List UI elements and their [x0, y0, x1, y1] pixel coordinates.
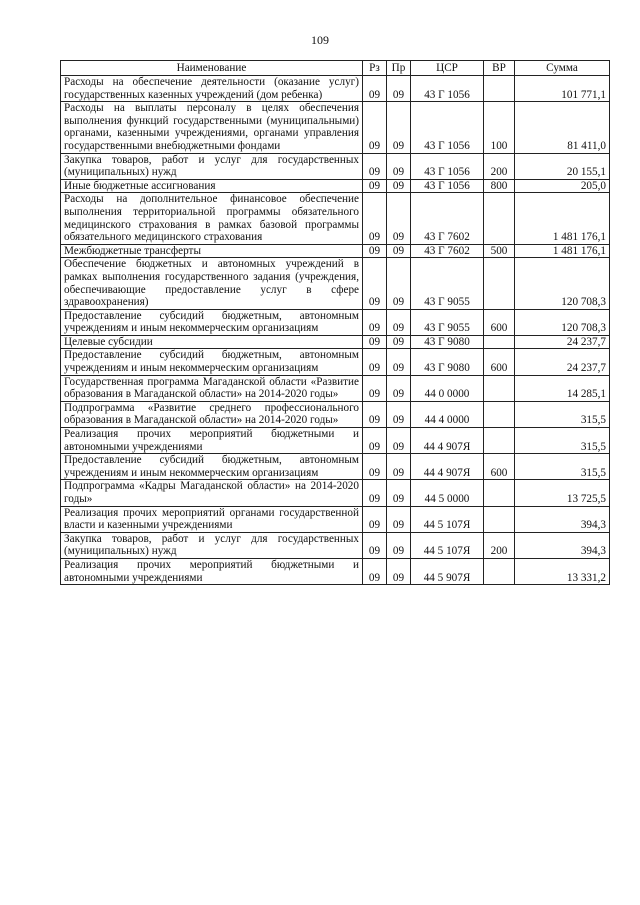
row-csr-cell: 44 5 907Я: [411, 558, 484, 584]
row-name-cell: Реализация прочих мероприятий бюджетными и автономными учреждениями: [61, 428, 363, 454]
row-sum-cell: 101 771,1: [515, 76, 610, 102]
row-vr-cell: 600: [484, 309, 515, 335]
row-csr-cell: 43 Г 1056: [411, 153, 484, 179]
row-vr-cell: 600: [484, 454, 515, 480]
row-csr-cell: 44 5 107Я: [411, 532, 484, 558]
row-rz-cell: 09: [363, 153, 387, 179]
row-vr-cell: [484, 76, 515, 102]
table-row: [61, 375, 610, 401]
row-sum-cell: 1 481 176,1: [515, 193, 610, 244]
row-sum-cell: 24 237,7: [515, 335, 610, 349]
table-row: [61, 506, 610, 532]
row-csr-cell: 44 4 907Я: [411, 454, 484, 480]
row-sum-cell: 13 725,5: [515, 480, 610, 506]
table-header-row: [61, 61, 610, 76]
row-name-cell: Закупка товаров, работ и услуг для государственных (муниципальных) нужд: [61, 153, 363, 179]
row-rz-cell: 09: [363, 401, 387, 427]
table-row: [61, 258, 610, 309]
row-rz-cell: 09: [363, 76, 387, 102]
row-sum-cell: 315,5: [515, 454, 610, 480]
row-csr-cell: 43 Г 1056: [411, 179, 484, 193]
row-csr-cell: 43 Г 9055: [411, 309, 484, 335]
row-rz-cell: 09: [363, 532, 387, 558]
row-vr-cell: 600: [484, 349, 515, 375]
table-row: [61, 193, 610, 244]
row-vr-cell: 200: [484, 532, 515, 558]
row-csr-cell: 44 5 0000: [411, 480, 484, 506]
row-pr-cell: 09: [387, 76, 411, 102]
column-header-csr: ЦСР: [411, 61, 484, 76]
row-vr-cell: [484, 428, 515, 454]
row-csr-cell: 44 4 907Я: [411, 428, 484, 454]
row-vr-cell: [484, 193, 515, 244]
row-pr-cell: 09: [387, 349, 411, 375]
row-vr-cell: 800: [484, 179, 515, 193]
row-name-cell: Подпрограмма «Развитие среднего профессионального образования в Магаданской области» на 2014-2020 годы»: [61, 401, 363, 427]
row-pr-cell: 09: [387, 375, 411, 401]
row-name-cell: Иные бюджетные ассигнования: [61, 179, 363, 193]
row-sum-cell: 1 481 176,1: [515, 244, 610, 258]
table-row: [61, 428, 610, 454]
row-name-cell: Реализация прочих мероприятий бюджетными и автономными учреждениями: [61, 558, 363, 584]
row-rz-cell: 09: [363, 258, 387, 309]
column-header-pr: Пр: [387, 61, 411, 76]
row-sum-cell: 24 237,7: [515, 349, 610, 375]
row-vr-cell: [484, 480, 515, 506]
row-name-cell: Реализация прочих мероприятий органами государственной власти и казенными учреждениями: [61, 506, 363, 532]
row-csr-cell: 43 Г 1056: [411, 76, 484, 102]
row-sum-cell: 394,3: [515, 532, 610, 558]
row-sum-cell: 394,3: [515, 506, 610, 532]
row-pr-cell: 09: [387, 193, 411, 244]
row-vr-cell: [484, 335, 515, 349]
table-row: [61, 558, 610, 584]
row-sum-cell: 315,5: [515, 401, 610, 427]
row-name-cell: Предоставление субсидий бюджетным, автономным учреждениям и иным некоммерческим организациям: [61, 349, 363, 375]
row-vr-cell: 100: [484, 102, 515, 153]
table-row: [61, 76, 610, 102]
table-row: [61, 480, 610, 506]
row-rz-cell: 09: [363, 335, 387, 349]
row-name-cell: Предоставление субсидий бюджетным, автономным учреждениям и иным некоммерческим организациям: [61, 454, 363, 480]
page-number: 109: [311, 33, 329, 47]
row-name-cell: Расходы на обеспечение деятельности (оказание услуг) государственных казенных учреждений (дом ребенка): [61, 76, 363, 102]
row-vr-cell: [484, 258, 515, 309]
row-pr-cell: 09: [387, 179, 411, 193]
row-pr-cell: 09: [387, 532, 411, 558]
row-pr-cell: 09: [387, 428, 411, 454]
row-name-cell: Целевые субсидии: [61, 335, 363, 349]
row-csr-cell: 43 Г 9080: [411, 349, 484, 375]
table-row: [61, 244, 610, 258]
table-row: [61, 309, 610, 335]
row-pr-cell: 09: [387, 335, 411, 349]
row-sum-cell: 20 155,1: [515, 153, 610, 179]
row-csr-cell: 43 Г 7602: [411, 193, 484, 244]
row-sum-cell: 120 708,3: [515, 258, 610, 309]
table-row: [61, 349, 610, 375]
row-rz-cell: 09: [363, 454, 387, 480]
row-name-cell: Предоставление субсидий бюджетным, автономным учреждениям и иным некоммерческим организациям: [61, 309, 363, 335]
row-name-cell: Расходы на дополнительное финансовое обеспечение выполнения территориальной программы обязательного медицинского страхования в рамках базовой программы обязательного медицинского страхования: [61, 193, 363, 244]
row-pr-cell: 09: [387, 153, 411, 179]
row-csr-cell: 44 4 0000: [411, 401, 484, 427]
table-row: [61, 179, 610, 193]
row-rz-cell: 09: [363, 480, 387, 506]
column-header-sum: Сумма: [515, 61, 610, 76]
row-csr-cell: 43 Г 9080: [411, 335, 484, 349]
row-vr-cell: 500: [484, 244, 515, 258]
table-row: [61, 335, 610, 349]
row-csr-cell: 43 Г 9055: [411, 258, 484, 309]
row-rz-cell: 09: [363, 558, 387, 584]
table-row: [61, 401, 610, 427]
row-vr-cell: [484, 506, 515, 532]
row-vr-cell: [484, 401, 515, 427]
row-csr-cell: 44 5 107Я: [411, 506, 484, 532]
table-row: [61, 532, 610, 558]
row-csr-cell: 43 Г 1056: [411, 102, 484, 153]
row-pr-cell: 09: [387, 401, 411, 427]
row-pr-cell: 09: [387, 102, 411, 153]
row-pr-cell: 09: [387, 506, 411, 532]
row-vr-cell: 200: [484, 153, 515, 179]
row-rz-cell: 09: [363, 309, 387, 335]
row-rz-cell: 09: [363, 375, 387, 401]
table-row: [61, 454, 610, 480]
table-row: [61, 153, 610, 179]
row-name-cell: Закупка товаров, работ и услуг для государственных (муниципальных) нужд: [61, 532, 363, 558]
row-pr-cell: 09: [387, 480, 411, 506]
row-rz-cell: 09: [363, 349, 387, 375]
column-header-name: Наименование: [61, 61, 363, 76]
row-pr-cell: 09: [387, 244, 411, 258]
row-sum-cell: 14 285,1: [515, 375, 610, 401]
row-name-cell: Подпрограмма «Кадры Магаданской области» на 2014-2020 годы»: [61, 480, 363, 506]
row-name-cell: Межбюджетные трансферты: [61, 244, 363, 258]
row-sum-cell: 13 331,2: [515, 558, 610, 584]
budget-table: [60, 60, 610, 585]
column-header-rz: Рз: [363, 61, 387, 76]
row-sum-cell: 315,5: [515, 428, 610, 454]
row-pr-cell: 09: [387, 258, 411, 309]
row-rz-cell: 09: [363, 428, 387, 454]
row-rz-cell: 09: [363, 244, 387, 258]
row-name-cell: Расходы на выплаты персоналу в целях обеспечения выполнения функций государственными (муниципальными) органами, казенными учреждениями, органами управления государственными внебюджетными фондами: [61, 102, 363, 153]
row-pr-cell: 09: [387, 309, 411, 335]
row-sum-cell: 120 708,3: [515, 309, 610, 335]
column-header-vr: ВР: [484, 61, 515, 76]
row-name-cell: Государственная программа Магаданской области «Развитие образования в Магаданской области» на 2014-2020 годы»: [61, 375, 363, 401]
row-csr-cell: 44 0 0000: [411, 375, 484, 401]
row-rz-cell: 09: [363, 193, 387, 244]
row-rz-cell: 09: [363, 506, 387, 532]
row-name-cell: Обеспечение бюджетных и автономных учреждений в рамках выполнения государственного задания (учреждения, обеспечивающие предоставление услуг в сфере здравоохранения): [61, 258, 363, 309]
table-row: [61, 102, 610, 153]
row-vr-cell: [484, 558, 515, 584]
table-body: [61, 76, 610, 585]
row-vr-cell: [484, 375, 515, 401]
row-sum-cell: 81 411,0: [515, 102, 610, 153]
row-pr-cell: 09: [387, 558, 411, 584]
row-sum-cell: 205,0: [515, 179, 610, 193]
row-rz-cell: 09: [363, 179, 387, 193]
row-pr-cell: 09: [387, 454, 411, 480]
row-rz-cell: 09: [363, 102, 387, 153]
row-csr-cell: 43 Г 7602: [411, 244, 484, 258]
